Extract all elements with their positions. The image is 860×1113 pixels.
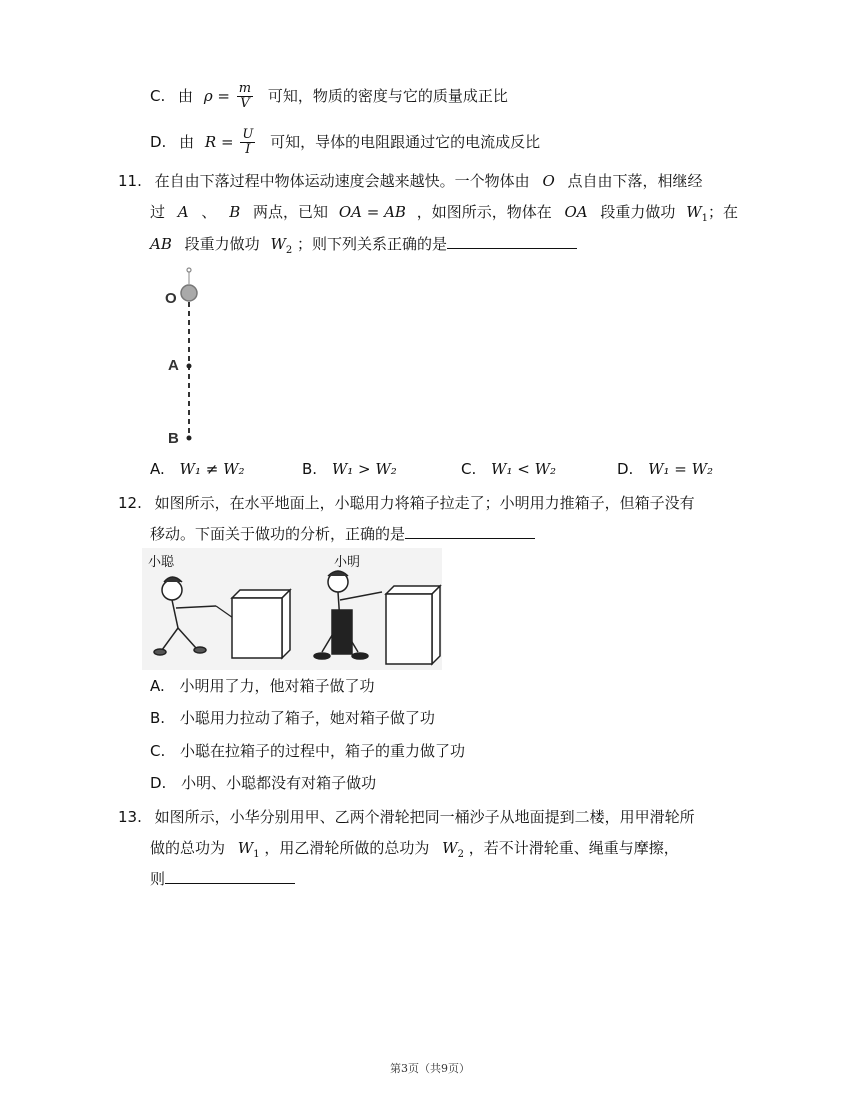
q12-line-1 bbox=[118, 492, 695, 514]
option-text: 由 bbox=[178, 87, 194, 105]
right-box-icon bbox=[386, 586, 440, 664]
fraction-denominator: V bbox=[240, 96, 250, 111]
q13-line-1 bbox=[118, 806, 695, 828]
option-label: D. bbox=[150, 774, 167, 792]
formula-lhs: R = bbox=[204, 133, 234, 151]
question-text: ，如图所示，物体在 bbox=[416, 203, 552, 221]
ball-icon bbox=[181, 285, 197, 301]
equation: OA = AB bbox=[338, 203, 406, 221]
formula-lhs: ρ = bbox=[203, 87, 230, 105]
question-text: 如图所示，在水平地面上，小聪用力将箱子拉走了；小明用力推箱子，但箱子没有 bbox=[154, 494, 695, 512]
work-w1: W bbox=[686, 203, 702, 221]
question-text: 点自由下落，相继经 bbox=[567, 172, 703, 190]
option-text: W₁ = W₂ bbox=[648, 460, 714, 478]
q11-line-2: 过 A 、 B 两点，已知 OA = AB ，如图所示，物体在 OA 段重力做功 $W_1$；在 bbox=[150, 203, 739, 224]
q10-option-c bbox=[150, 82, 508, 111]
page-footer: 第3页（共9页） bbox=[390, 1062, 470, 1075]
option-text: W₁ ≠ W₂ bbox=[179, 460, 245, 478]
figure-label-a: A bbox=[168, 357, 179, 374]
question-text: 两点，已知 bbox=[253, 203, 329, 221]
option-text: 小明用了力，他对箱子做了功 bbox=[179, 677, 375, 695]
option-label: B. bbox=[302, 460, 318, 478]
question-text: 如图所示，小华分别用甲、乙两个滑轮把同一桶沙子从地面提到二楼，用甲滑轮所 bbox=[154, 808, 695, 826]
question-text: 过 bbox=[150, 203, 166, 221]
fraction-numerator: m bbox=[238, 81, 252, 96]
fraction bbox=[240, 128, 255, 157]
question-text: 则 bbox=[150, 870, 166, 888]
question-text: 做的总功为 bbox=[150, 839, 226, 857]
option-label: D. bbox=[150, 133, 167, 151]
question-number: 13. bbox=[118, 808, 142, 826]
fraction bbox=[237, 82, 253, 111]
point-b-dot bbox=[187, 436, 192, 441]
option-text: 由 bbox=[179, 133, 195, 151]
question-text: 、 bbox=[201, 203, 217, 221]
option-text: 小明、小聪都没有对箱子做功 bbox=[181, 774, 377, 792]
left-box-icon bbox=[232, 590, 290, 658]
question-number: 12. bbox=[118, 494, 142, 512]
option-label: C. bbox=[150, 742, 166, 760]
question-text: ，若不计滑轮重、绳重与摩擦， bbox=[468, 839, 679, 857]
question-text: 移动。下面关于做功的分析，正确的是 bbox=[150, 525, 406, 543]
point-o: O bbox=[542, 172, 555, 190]
q13-line-3 bbox=[150, 867, 295, 890]
q11-option-c[interactable] bbox=[461, 458, 556, 480]
figure-label-xiaoming: 小明 bbox=[334, 555, 361, 570]
point-a: A bbox=[177, 203, 189, 221]
option-text: 小聪在拉箱子的过程中，箱子的重力做了功 bbox=[180, 742, 466, 760]
question-number: 11. bbox=[118, 172, 142, 190]
question-text: 段重力做功 bbox=[184, 235, 260, 253]
answer-blank[interactable] bbox=[165, 867, 295, 884]
option-text: W₁ < W₂ bbox=[491, 460, 556, 478]
option-label: B. bbox=[150, 709, 166, 727]
work-w2: W bbox=[442, 839, 458, 857]
work-w1: W bbox=[237, 839, 254, 857]
q11-option-a[interactable] bbox=[150, 458, 245, 480]
hanging-hook-icon bbox=[187, 268, 191, 284]
work-w2: W bbox=[270, 235, 286, 253]
point-b: B bbox=[229, 203, 241, 221]
question-text: 在自由下落过程中物体运动速度会越来越快。一个物体由 bbox=[154, 172, 530, 190]
fraction-denominator: I bbox=[245, 142, 251, 157]
q11-line-3: AB 段重力做功 $W_2$ ；则下列关系正确的是 bbox=[150, 232, 577, 262]
point-a-dot bbox=[187, 364, 192, 369]
fraction-numerator: U bbox=[242, 127, 254, 142]
question-text: ；则下列关系正确的是 bbox=[297, 235, 448, 253]
option-text: 可知，导体的电阻跟通过它的电流成反比 bbox=[270, 133, 541, 151]
option-text: 小聪用力拉动了箱子，她对箱子做了功 bbox=[179, 709, 435, 727]
q12-option-d[interactable] bbox=[150, 772, 376, 794]
q11-option-b[interactable] bbox=[302, 458, 397, 480]
option-label: D. bbox=[617, 460, 634, 478]
q10-option-d bbox=[150, 128, 540, 157]
figure-label-o: O bbox=[165, 290, 177, 307]
option-text: W₁ > W₂ bbox=[331, 460, 397, 478]
figure-label-b: B bbox=[168, 430, 179, 447]
q12-option-a[interactable] bbox=[150, 675, 375, 697]
segment-oa: OA bbox=[564, 203, 588, 221]
answer-blank[interactable] bbox=[405, 522, 535, 539]
option-label: C. bbox=[461, 460, 477, 478]
q12-option-b[interactable] bbox=[150, 707, 435, 729]
q12-line-2 bbox=[150, 522, 535, 545]
question-text: ，用乙滑轮所做的总功为 bbox=[264, 839, 430, 857]
segment-ab: AB bbox=[150, 235, 172, 253]
answer-blank[interactable] bbox=[447, 232, 577, 249]
q12-option-c[interactable] bbox=[150, 740, 465, 762]
option-label: A. bbox=[150, 460, 165, 478]
figure-label-xiaocong: 小聪 bbox=[148, 555, 175, 570]
q13-line-2: 做的总功为 $W_1$ ，用乙滑轮所做的总功为 $W_2$ ，若不计滑轮重、绳重与摩擦， bbox=[150, 839, 679, 860]
q11-option-d[interactable] bbox=[617, 458, 713, 480]
option-label: C. bbox=[150, 87, 166, 105]
question-text: 段重力做功 bbox=[600, 203, 676, 221]
q11-line-1 bbox=[118, 170, 703, 192]
option-label: A. bbox=[150, 677, 165, 695]
option-text: 可知，物质的密度与它的质量成正比 bbox=[267, 87, 508, 105]
push-pull-box-figure bbox=[142, 548, 442, 670]
